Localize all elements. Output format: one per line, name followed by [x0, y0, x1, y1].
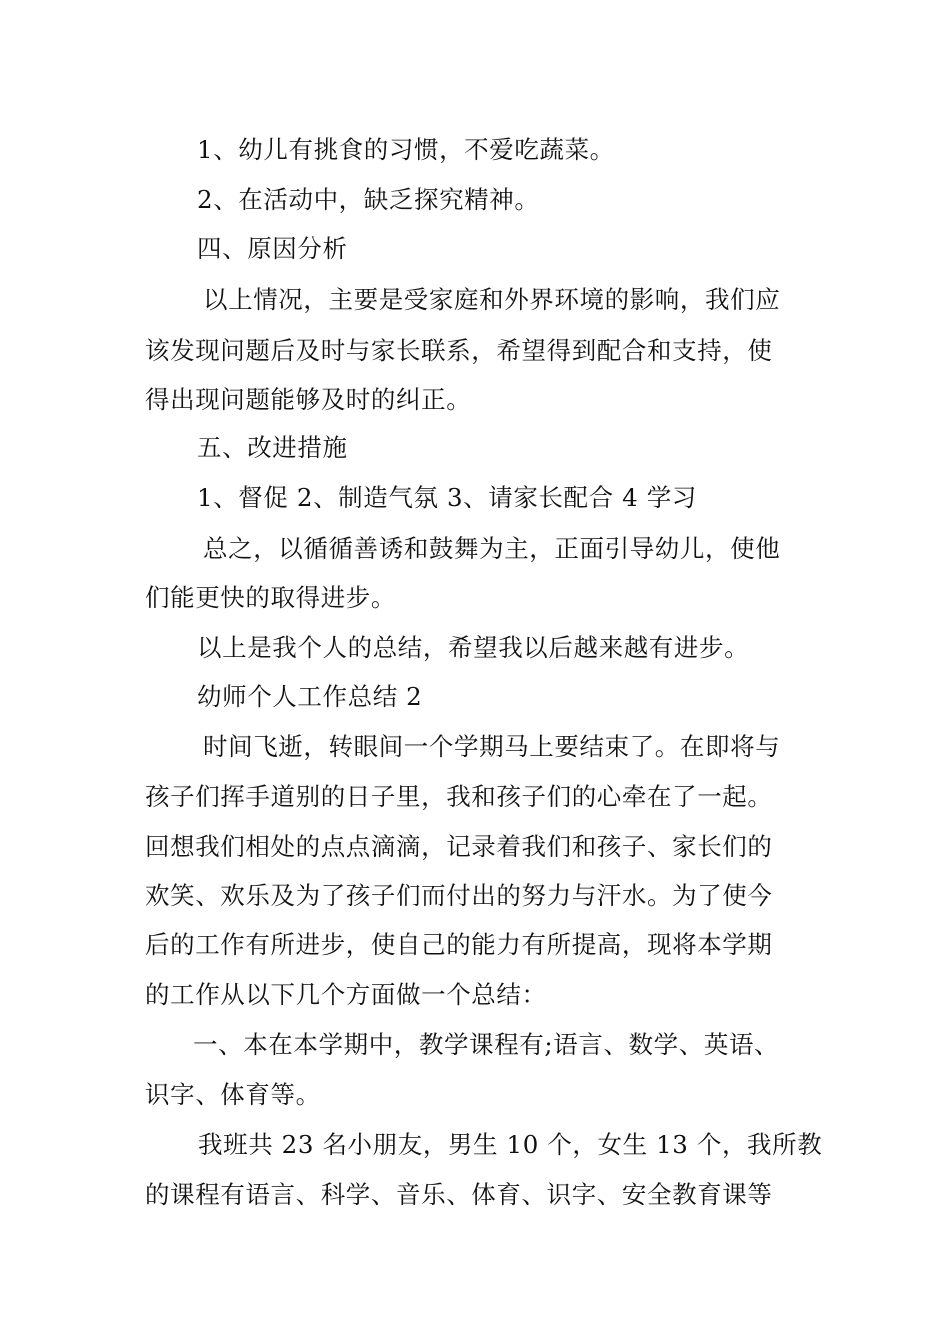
paragraph-line: 我班共 23 名小朋友，男生 10 个，女生 13 个，我所教 [198, 1130, 823, 1159]
paragraph-line: 该发现问题后及时与家长联系，希望得到配合和支持，使 [145, 336, 773, 365]
paragraph-line: 以上情况，主要是受家庭和外界环境的影响，我们应 [203, 285, 781, 314]
paragraph-line: 时间飞逝，转眼间一个学期马上要结束了。在即将与 [203, 732, 781, 761]
paragraph-line: 一、本在本学期中，教学课程有;语言、数学、英语、 [193, 1030, 780, 1059]
paragraph-line: 孩子们挥手道别的日子里，我和孩子们的心牵在了一起。 [145, 782, 773, 811]
section-title: 幼师个人工作总结 2 [197, 682, 423, 711]
list-item: 1、幼儿有挑食的习惯，不爱吃蔬菜。 [197, 135, 615, 164]
section-heading: 五、改进措施 [197, 433, 348, 462]
paragraph-line: 们能更快的取得进步。 [145, 583, 396, 612]
paragraph-line: 以上是我个人的总结，希望我以后越来越有进步。 [197, 633, 750, 662]
paragraph-line: 得出现问题能够及时的纠正。 [145, 385, 472, 414]
paragraph-line: 识字、体育等。 [145, 1080, 321, 1109]
list-item: 1、督促 2、制造气氛 3、请家长配合 4 学习 [197, 483, 697, 512]
paragraph-line: 后的工作有所进步，使自己的能力有所提高，现将本学期 [145, 930, 773, 959]
section-heading: 四、原因分析 [197, 234, 348, 263]
paragraph-line: 的工作从以下几个方面做一个总结： [145, 980, 547, 1009]
paragraph-line: 回想我们相处的点点滴滴，记录着我们和孩子、家长们的 [145, 832, 773, 861]
paragraph-line: 欢笑、欢乐及为了孩子们而付出的努力与汗水。为了使今 [145, 881, 773, 910]
paragraph-line: 的课程有语言、科学、音乐、体育、识字、安全教育课等 [145, 1180, 773, 1209]
list-item: 2、在活动中，缺乏探究精神。 [197, 185, 540, 214]
paragraph-line: 总之，以循循善诱和鼓舞为主，正面引导幼儿，使他 [203, 534, 781, 563]
